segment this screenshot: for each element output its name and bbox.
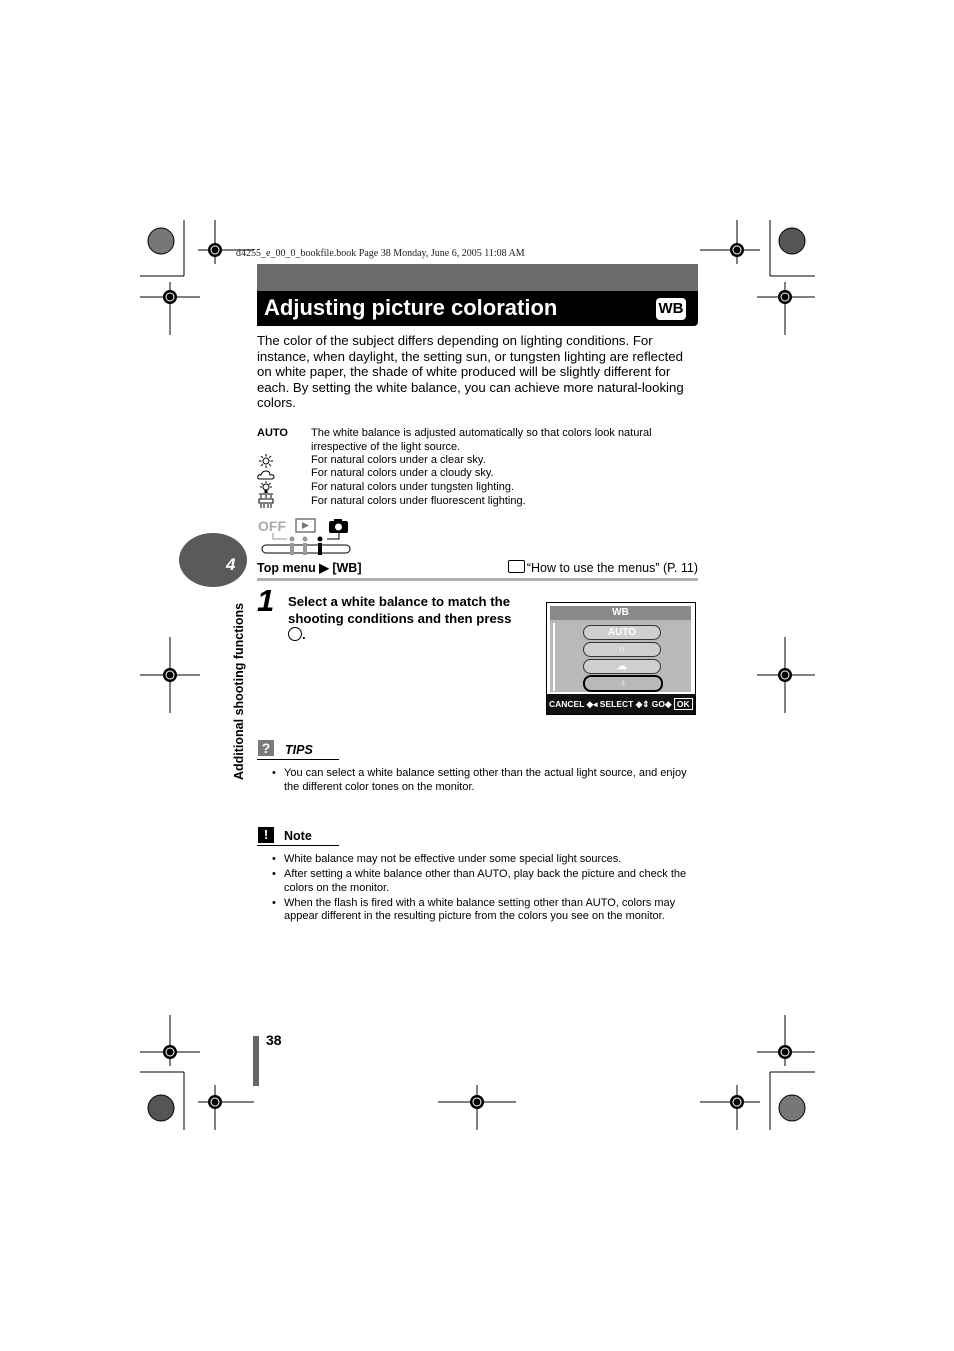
step-text	[288, 594, 518, 644]
screen-title: WB	[550, 606, 691, 620]
note-list	[272, 853, 702, 925]
wb-option-desc: For natural colors under tungsten lighting.	[311, 481, 515, 493]
note-icon: !	[258, 827, 274, 843]
note-item: • White balance may not be effective under some special light sources.	[272, 853, 702, 867]
title-band	[257, 264, 698, 291]
screen-option-auto: AUTO	[583, 625, 661, 640]
chapter-tab	[179, 533, 247, 587]
screen-ok-label: OK	[674, 698, 693, 710]
wb-option-desc: For natural colors under a cloudy sky.	[311, 467, 494, 479]
page-number-bar	[253, 1036, 259, 1086]
cloud-icon	[257, 467, 275, 481]
select-arrow-icon: ◆⇕	[633, 699, 652, 709]
intro-paragraph: The color of the subject differs depending on lighting conditions. For instance, when daylight, the setting sun, or tungsten lighting are reflected on white paper, the shade of white produced will be slightly different for each. By setting the white balance, you can achieve more natural-looking colors.	[257, 333, 684, 410]
screen-option-tungsten: ♁	[583, 675, 663, 692]
screen-go-label: GO	[651, 699, 665, 709]
note-item: • After setting a white balance other than AUTO, play back the picture and check the colors on the monitor.	[272, 868, 702, 895]
file-header: d4255_e_00_0_bookfile.book Page 38 Monday, June 6, 2005 11:08 AM	[236, 248, 525, 259]
screen-option-sunny: ☼	[583, 642, 661, 657]
screen-option-cloudy: ☁	[583, 659, 661, 674]
step-instruction: Select a white balance to match the shooting conditions and then press	[288, 594, 512, 626]
wb-badge: WB	[656, 298, 686, 320]
note-item: • When the flash is fired with a white balance setting other than AUTO, colors may appear different in the resulting picture from the colors you see on the monitor.	[272, 897, 702, 924]
tips-heading: TIPS	[285, 743, 313, 757]
wb-option-key: AUTO	[257, 427, 288, 439]
ok-button-icon	[288, 627, 302, 641]
menu-reference	[496, 560, 698, 575]
wb-option-desc: The white balance is adjusted automatically so that colors look natural irrespective of the light source.	[311, 427, 652, 453]
reference-hand-icon	[508, 560, 525, 573]
section-rule	[257, 578, 698, 581]
step-end: .	[302, 627, 306, 642]
wb-option-desc: For natural colors under a clear sky.	[311, 454, 486, 466]
screen-cancel-label: CANCEL	[549, 699, 585, 709]
chapter-label: Additional shooting functions	[232, 602, 246, 780]
screen-select-label: SELECT	[599, 699, 634, 709]
tips-rule	[257, 759, 339, 760]
mode-dial-icon	[257, 516, 357, 558]
tips-item: • You can select a white balance setting other than the actual light source, and enjoy the different color tones on the monitor.	[272, 767, 702, 794]
menu-path: Top menu ▶ [WB]	[257, 561, 362, 575]
tungsten-icon	[258, 481, 274, 495]
go-arrow-icon: ◆	[664, 699, 672, 709]
mode-off-label: OFF	[258, 518, 286, 534]
screen-menu-area	[550, 606, 691, 692]
screen-button-bar	[547, 694, 695, 714]
screen-scrollbar	[553, 623, 555, 691]
step-number: 1	[257, 583, 275, 618]
fluorescent-icon	[258, 495, 274, 509]
tips-list	[272, 767, 702, 796]
note-rule	[257, 845, 339, 846]
cancel-arrow-icon: ◆◂	[584, 699, 600, 709]
camera-screen	[546, 602, 696, 715]
note-heading: Note	[284, 829, 312, 843]
reference-text: “How to use the menus” (P. 11)	[526, 561, 698, 575]
page-title: Adjusting picture coloration	[264, 295, 558, 320]
chapter-number: 4	[226, 555, 236, 574]
wb-option-desc: For natural colors under fluorescent lighting.	[311, 495, 526, 507]
page-number: 38	[266, 1032, 282, 1048]
tips-icon: ?	[258, 740, 274, 756]
sun-icon	[258, 454, 274, 468]
